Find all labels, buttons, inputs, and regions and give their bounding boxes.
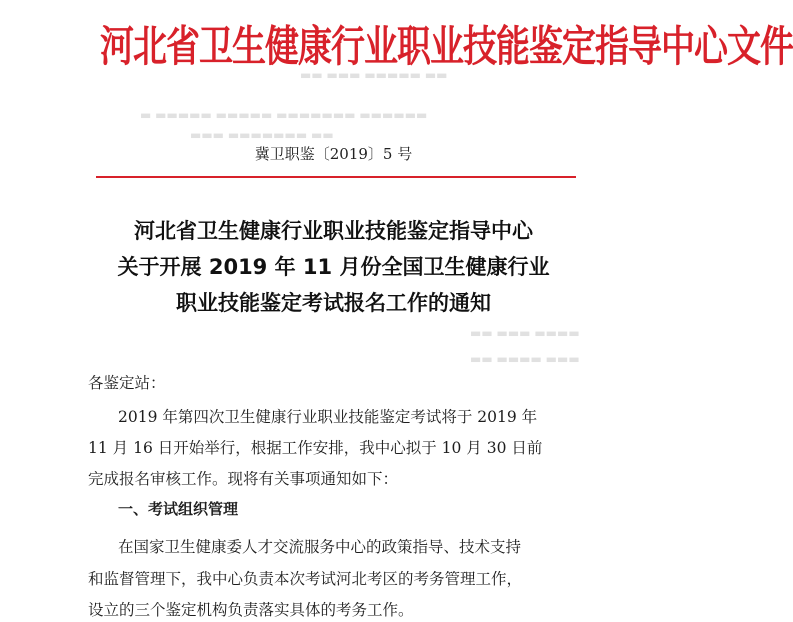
- bleed-through-decoration: ▬▬ ▬▬▬▬ ▬▬▬: [470, 352, 580, 366]
- bleed-through-decoration: ▬▬▬ ▬▬▬▬▬▬▬ ▬▬: [190, 128, 334, 142]
- paragraph-line: 2019 年第四次卫生健康行业职业技能鉴定考试将于 2019 年: [118, 408, 538, 426]
- bleed-through-decoration: ▬ ▬▬▬▬▬ ▬▬▬▬▬ ▬▬▬▬▬▬▬ ▬▬▬▬▬▬: [140, 108, 428, 122]
- notice-title-line: 关于开展 2019 年 11 月份全国卫生健康行业: [117, 255, 550, 279]
- notice-title: [0, 213, 667, 321]
- paragraph-line: 设立的三个鉴定机构负责落实具体的考务工作。: [88, 601, 414, 619]
- document-number: 冀卫职鉴〔2019〕5 号: [254, 145, 413, 163]
- bleed-through-decoration: ▬▬ ▬▬▬ ▬▬▬▬: [470, 326, 580, 340]
- paragraph-line: 在国家卫生健康委人才交流服务中心的政策指导、技术支持: [118, 538, 522, 556]
- issuing-authority-header: 河北省卫生健康行业职业技能鉴定指导中心文件: [100, 22, 793, 72]
- paragraph-line: 和监督管理下，我中心负责本次考试河北考区的考务管理工作，: [88, 570, 523, 588]
- notice-title-line: 职业技能鉴定考试报名工作的通知: [176, 291, 491, 315]
- paragraph-line: 11 月 16 日开始举行，根据工作安排，我中心拟于 10 月 30 日前: [88, 439, 543, 457]
- salutation: 各鉴定站：: [88, 374, 166, 392]
- red-divider: [96, 176, 576, 178]
- paragraph-line: 完成报名审核工作。现将有关事项通知如下：: [88, 470, 399, 488]
- bleed-through-decoration: ▬▬ ▬▬▬ ▬▬▬▬▬ ▬▬: [300, 68, 448, 82]
- notice-title-line: 河北省卫生健康行业职业技能鉴定指导中心: [134, 219, 533, 243]
- section-heading: 一、考试组织管理: [118, 500, 239, 518]
